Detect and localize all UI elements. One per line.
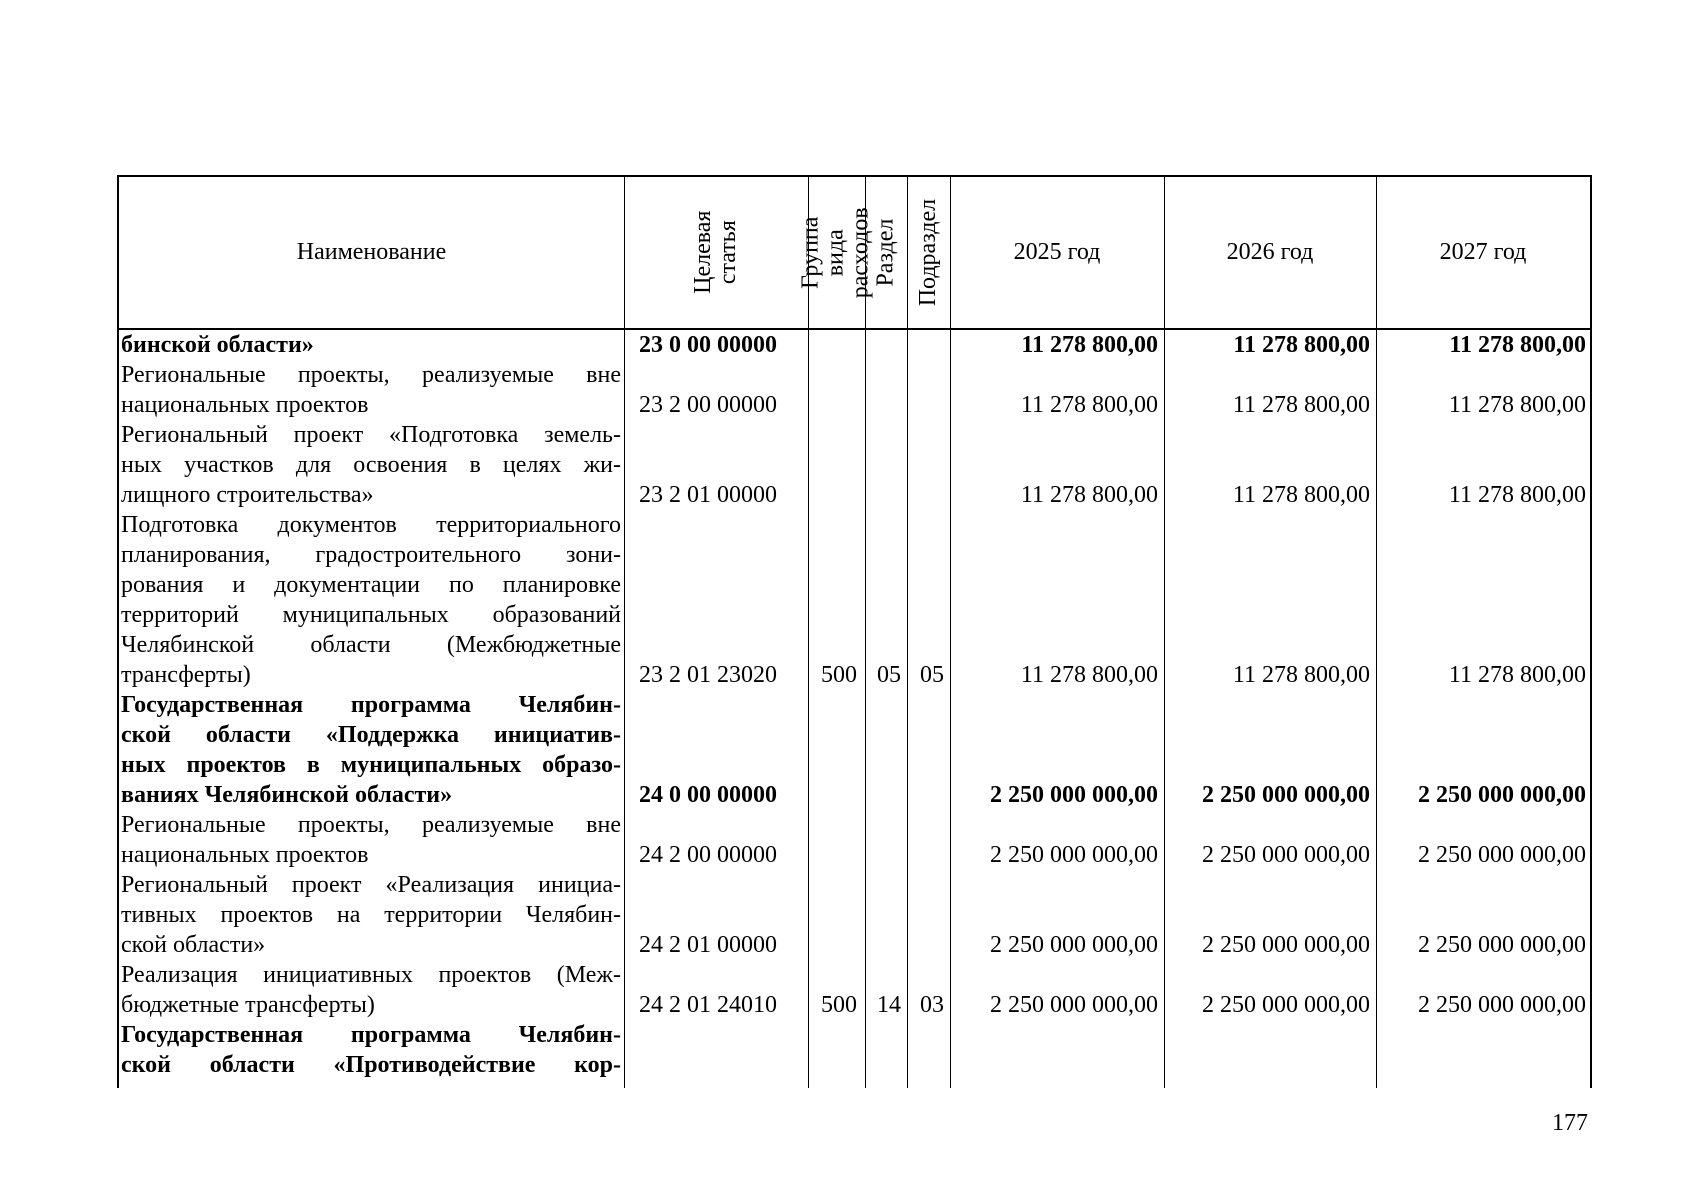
row-2027: 2 250 000 000,00 xyxy=(1418,842,1586,868)
row-name: Региональный проект «Подготовка земель- ных участков для освоения в целях жи- лищного строительства» xyxy=(121,422,621,508)
table-row xyxy=(119,1020,1590,1080)
row-2025: 11 278 800,00 xyxy=(1020,392,1158,418)
budget-table xyxy=(117,175,1592,1088)
header-target-article: Целевая статья xyxy=(689,210,741,295)
row-expense-group: 500 xyxy=(821,992,857,1018)
header-year-2026: 2026 год xyxy=(1226,239,1314,265)
row-expense-group: 500 xyxy=(821,662,857,688)
header-expense-group: Группа вида расходов xyxy=(797,207,875,298)
header-year-2027: 2027 год xyxy=(1439,239,1527,265)
row-code: 24 2 01 00000 xyxy=(639,932,777,958)
row-2027: 11 278 800,00 xyxy=(1448,662,1586,688)
row-2025: 2 250 000 000,00 xyxy=(990,992,1158,1018)
row-2025: 11 278 800,00 xyxy=(1021,332,1158,358)
row-name: Государственная программа Челябин- ской области «Поддержка инициатив- ных проектов в муниципальных образо- ваниях Челябинской области» xyxy=(121,692,621,808)
row-2025: 2 250 000 000,00 xyxy=(990,932,1158,958)
row-code: 23 0 00 00000 xyxy=(639,332,777,358)
header-section: Раздел xyxy=(872,218,899,287)
row-code: 23 2 01 23020 xyxy=(639,662,777,688)
row-2025: 2 250 000 000,00 xyxy=(990,782,1158,808)
row-name: бинской области» xyxy=(121,332,314,358)
row-2026: 11 278 800,00 xyxy=(1232,662,1370,688)
row-name: Региональные проекты, реализуемые вне национальных проектов xyxy=(121,812,621,868)
row-section: 14 xyxy=(877,992,901,1018)
page-number: 177 xyxy=(1552,1110,1588,1136)
header-subsection: Подраздел xyxy=(914,198,941,307)
row-subsection: 03 xyxy=(920,992,944,1018)
row-code: 23 2 00 00000 xyxy=(639,392,777,418)
row-2025: 2 250 000 000,00 xyxy=(990,842,1158,868)
row-2027: 11 278 800,00 xyxy=(1448,482,1586,508)
row-code: 23 2 01 00000 xyxy=(639,482,777,508)
row-2027: 2 250 000 000,00 xyxy=(1418,782,1586,808)
row-code: 24 0 00 00000 xyxy=(639,782,777,808)
row-2027: 2 250 000 000,00 xyxy=(1418,992,1586,1018)
row-name: Региональные проекты, реализуемые вне национальных проектов xyxy=(121,362,621,418)
row-2026: 2 250 000 000,00 xyxy=(1202,842,1370,868)
table-row xyxy=(119,810,1590,870)
row-2027: 11 278 800,00 xyxy=(1449,332,1586,358)
row-2026: 11 278 800,00 xyxy=(1233,332,1370,358)
header-name: Наименование xyxy=(296,239,447,265)
row-2027: 11 278 800,00 xyxy=(1448,392,1586,418)
row-2026: 2 250 000 000,00 xyxy=(1202,782,1370,808)
row-2027: 2 250 000 000,00 xyxy=(1418,932,1586,958)
table-row xyxy=(119,690,1590,810)
row-name: Региональный проект «Реализация инициа- тивных проектов на территории Челябин- ской области» xyxy=(121,872,621,958)
row-code: 24 2 01 24010 xyxy=(639,992,777,1018)
row-2026: 11 278 800,00 xyxy=(1232,392,1370,418)
row-2026: 11 278 800,00 xyxy=(1232,482,1370,508)
row-code: 24 2 00 00000 xyxy=(639,842,777,868)
table-row xyxy=(119,420,1590,510)
table-row xyxy=(119,330,1590,360)
row-2026: 2 250 000 000,00 xyxy=(1202,932,1370,958)
header-year-2025: 2025 год xyxy=(1013,239,1101,265)
row-section: 05 xyxy=(877,662,901,688)
row-2026: 2 250 000 000,00 xyxy=(1202,992,1370,1018)
row-2025: 11 278 800,00 xyxy=(1020,482,1158,508)
row-name: Подготовка документов территориального планирования, градостроительного зони- рования и документации по планировке территорий муниципальных образований Челябинской области (Межбюджетные трансферты) xyxy=(121,512,621,688)
table-row xyxy=(119,960,1590,1020)
table-row xyxy=(119,360,1590,420)
table-row xyxy=(119,870,1590,960)
row-name: Государственная программа Челябин- ской области «Противодействие кор- xyxy=(121,1022,621,1078)
row-2025: 11 278 800,00 xyxy=(1020,662,1158,688)
row-subsection: 05 xyxy=(920,662,944,688)
row-name: Реализация инициативных проектов (Меж- бюджетные трансферты) xyxy=(121,962,621,1018)
table-row xyxy=(119,510,1590,690)
